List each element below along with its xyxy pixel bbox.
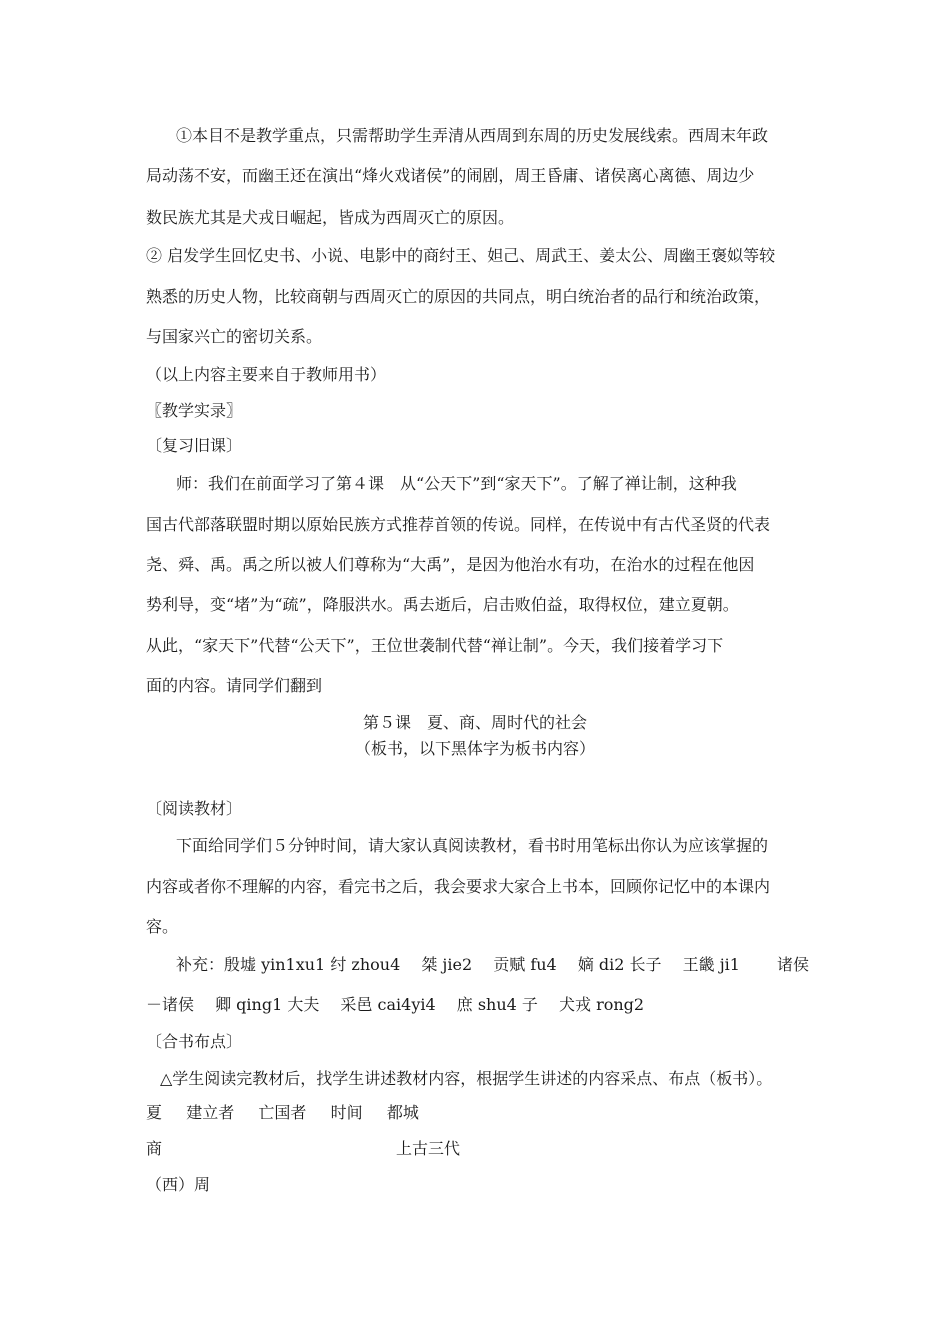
board-capital: 都城 bbox=[386, 1103, 419, 1122]
teacher-talk-line-4: 势利导，变“堵”为“疏”，降服洪水。禹去逝后，启击败伯益，取得权位，建立夏朝。 bbox=[146, 595, 739, 614]
note2-line-3: 与国家兴亡的密切关系。 bbox=[146, 327, 323, 346]
note1-line-3: 数民族尤其是犬戎日崛起，皆成为西周灭亡的原因。 bbox=[146, 208, 515, 227]
note2-line-2: 熟悉的历史人物，比较商朝与西周灭亡的原因的共同点，明白统治者的品行和统治政策， bbox=[146, 287, 771, 306]
reading-text-line-2: 内容或者你不理解的内容，看完书之后，我会要求大家合上书本，回顾你记忆中的本课内 bbox=[146, 877, 771, 896]
supplement-line-1: 补充：殷墟 yin1xu1 纣 zhou4 桀 jie2 贡赋 fu4 嫡 di2 长子 王畿 ji1 诸侯 bbox=[176, 955, 810, 974]
reading-heading: 〔阅读教材〕 bbox=[146, 799, 243, 818]
lesson-title: 第５课 夏、商、周时代的社会 bbox=[362, 713, 587, 732]
teacher-talk-line-6: 面的内容。请同学们翻到 bbox=[146, 676, 323, 695]
reading-text-line-3: 容。 bbox=[146, 917, 179, 936]
note2-line-1: ② 启发学生回忆史书、小说、电影中的商纣王、妲己、周武王、姜太公、周幽王褒姒等较 bbox=[146, 246, 776, 265]
board-shang: 商 bbox=[146, 1139, 163, 1158]
board-three-dynasties: 上古三代 bbox=[396, 1139, 461, 1158]
source-note: （以上内容主要来自于教师用书） bbox=[146, 365, 387, 384]
board-founder: 建立者 bbox=[186, 1103, 235, 1122]
board-xia: 夏 bbox=[146, 1103, 163, 1122]
close-book-heading: 〔合书布点〕 bbox=[146, 1032, 243, 1051]
section-record-heading: 〖教学实录〗 bbox=[146, 401, 243, 420]
board-note: （板书，以下黑体字为板书内容） bbox=[354, 739, 595, 758]
board-destroyer: 亡国者 bbox=[258, 1103, 307, 1122]
supplement-line-2: －诸侯 卿 qing1 大夫 采邑 cai4yi4 庶 shu4 子 犬戎 rong2 bbox=[146, 995, 645, 1014]
teacher-talk-line-2: 国古代部落联盟时期以原始民族方式推荐首领的传说。同样，在传说中有古代圣贤的代表 bbox=[146, 515, 771, 534]
note1-line-1: ①本目不是教学重点，只需帮助学生弄清从西周到东周的历史发展线索。西周末年政 bbox=[176, 126, 769, 145]
close-book-text: △学生阅读完教材后，找学生讲述教材内容，根据学生讲述的内容采点、布点（板书）。 bbox=[160, 1069, 773, 1088]
teacher-talk-line-5: 从此，“家天下”代替“公天下”，王位世袭制代替“禅让制”。今天，我们接着学习下 bbox=[146, 636, 724, 655]
board-zhou: （西）周 bbox=[146, 1175, 211, 1194]
teacher-talk-line-3: 尧、舜、禹。禹之所以被人们尊称为“大禹”，是因为他治水有功，在治水的过程在他因 bbox=[146, 555, 755, 574]
reading-text-line-1: 下面给同学们５分钟时间，请大家认真阅读教材，看书时用笔标出你认为应该掌握的 bbox=[176, 836, 769, 855]
board-time: 时间 bbox=[330, 1103, 363, 1122]
board-row-xia bbox=[146, 1103, 419, 1123]
note1-line-2: 局动荡不安，而幽王还在演出“烽火戏诸侯”的闹剧，周王昏庸、诸侯离心离德、周边少 bbox=[146, 166, 755, 185]
review-heading: 〔复习旧课〕 bbox=[146, 436, 243, 455]
teacher-talk-line-1: 师：我们在前面学习了第４课 从“公天下”到“家天下”。了解了禅让制，这种我 bbox=[176, 474, 737, 493]
